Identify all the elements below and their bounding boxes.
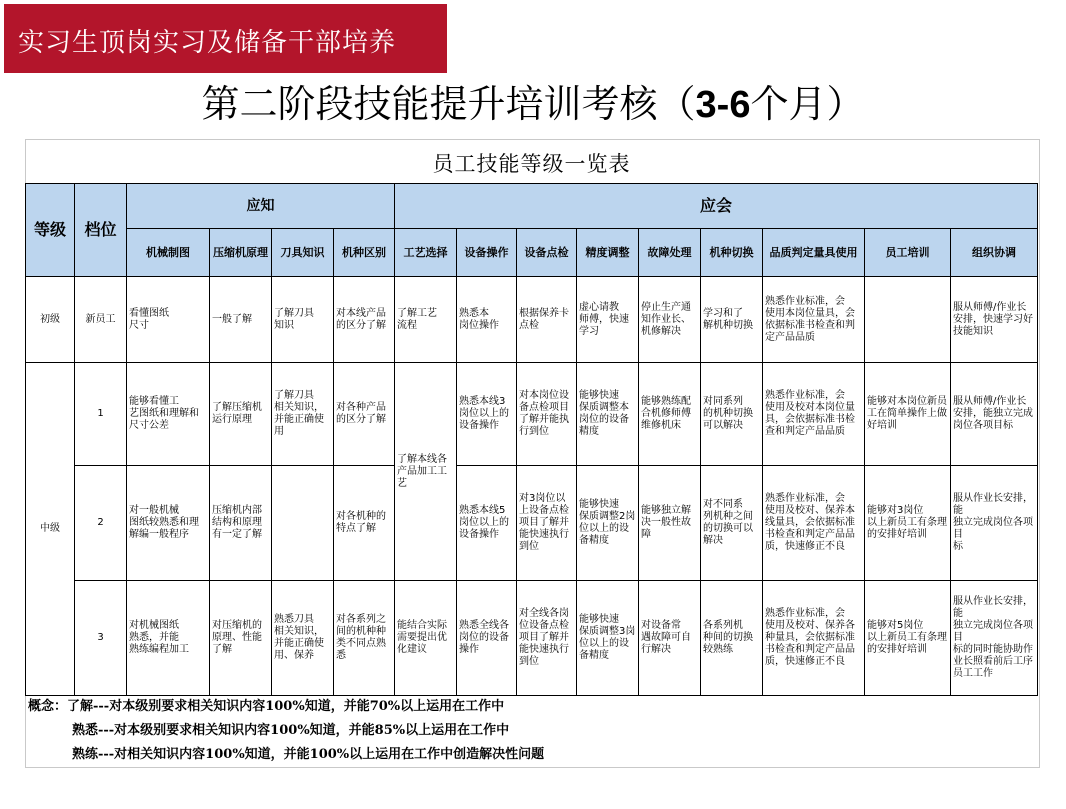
header-col-5 <box>457 229 517 277</box>
cell-r0-c7-text: 虚心请教 师傅，快速 学习 <box>579 301 629 337</box>
header-col-7 <box>577 229 639 277</box>
cell-r0-c9-text: 学习和了 解机种切换 <box>703 307 753 331</box>
cell-r2-c10 <box>763 466 865 581</box>
header-col-0 <box>127 229 210 277</box>
header-col-6-text: 设备点检 <box>524 245 569 259</box>
cell-r3-c12-text: 服从作业长安排， 能 独立完成岗位各项 目 标的同时能协助作 业长照看前后工序 员工工作 <box>953 596 1033 679</box>
concept-line-proficient: 熟练---对相关知识内容100%知道，并能100%以上运用在工作中创造解决性问题 <box>72 747 545 762</box>
header-col-1 <box>210 229 272 277</box>
cell-r3-c2 <box>272 581 334 696</box>
cell-r2-c9 <box>701 466 763 581</box>
cell-r3-c11-text: 能够对5岗位 以上新员工有条理 的安排好培训 <box>867 620 947 655</box>
cell-r2-c1 <box>210 466 272 581</box>
cell-r0-c1 <box>210 277 272 363</box>
cell-r1-c7-text: 能够快速 保质调整本 岗位的设备 精度 <box>579 390 629 437</box>
cell-r3-c1-text: 对压缩机的 原理、性能 了解 <box>212 620 262 655</box>
cell-r0-c0 <box>127 277 210 363</box>
level-1-text: 1 <box>97 408 104 419</box>
cell-r1-c3 <box>334 363 395 466</box>
concept-line-familiar: 熟悉---对本级别要求相关知识内容100%知道，并能85%以上运用在工作中 <box>72 723 510 738</box>
cell-r1-c0 <box>127 363 210 466</box>
concept-label: 概念： <box>28 699 68 714</box>
cell-r2-c3-text: 对各机种的 特点了解 <box>336 511 386 534</box>
cell-r0-c9 <box>701 277 763 363</box>
cell-r2-c12 <box>951 466 1038 581</box>
cell-r0-c12 <box>951 277 1038 363</box>
table-title: 员工技能等级一览表 <box>432 152 631 176</box>
cell-r3-c0 <box>127 581 210 696</box>
cell-r3-c10-text: 熟悉作业标准，会 使用及校对、保养各 种量具，会依据标准 书检查和判定产品品 质，快速修正不良 <box>765 608 855 667</box>
cell-r3-c9-text: 各系列机 种间的切换 较熟练 <box>703 620 753 655</box>
cell-r3-c7-text: 能够快速 保质调整3岗 位以上的设 备精度 <box>579 614 636 661</box>
concept-line-understand: 了解---对本级别要求相关知识内容100%知道，并能70%以上运用在工作中 <box>67 699 505 714</box>
level-0-text: 新员工 <box>85 313 116 325</box>
cell-r1-c11 <box>865 363 951 466</box>
cell-r3-c5-text: 熟悉全线各 岗位的设备 操作 <box>459 620 509 655</box>
cell-r2-c7-text: 能够快速 保质调整2岗 位以上的设 备精度 <box>579 499 636 546</box>
level-1 <box>75 363 127 466</box>
concept-note-3 <box>72 745 544 765</box>
cell-r0-c3-text: 对本线产品 的区分了解 <box>336 307 386 331</box>
header-col-7-text: 精度调整 <box>585 245 630 259</box>
cell-r1-c12-text: 服从师傅/作业长 安排，能独立完成 岗位各项目标 <box>953 396 1033 431</box>
level-3 <box>75 581 127 696</box>
header-col-4-text: 工艺选择 <box>403 245 448 259</box>
cell-r0-c7 <box>577 277 639 363</box>
header-col-8-text: 故障处理 <box>647 245 692 259</box>
header-col-11 <box>865 229 951 277</box>
header-col-5-text: 设备操作 <box>464 245 509 259</box>
cell-r1-c7 <box>577 363 639 466</box>
cell-r0-c0-text: 看懂图纸 尺寸 <box>129 307 169 331</box>
cell-r3-c12 <box>951 581 1038 696</box>
cell-r1-c5-text: 熟悉本线3 岗位以上的 设备操作 <box>459 396 509 431</box>
cell-r2-c2 <box>272 466 334 581</box>
header-should-know-text: 应知 <box>246 198 275 214</box>
grade-junior-text: 初级 <box>40 313 60 325</box>
cell-r2-c6 <box>517 466 577 581</box>
header-col-0-text: 机械制图 <box>146 245 190 259</box>
cell-r3-c0-text: 对机械图纸 熟悉，并能 熟练编程加工 <box>129 620 189 655</box>
cell-r0-c5-text: 熟悉本 岗位操作 <box>459 307 499 331</box>
cell-r3-c6 <box>517 581 577 696</box>
title-range: 3-6 <box>695 84 751 126</box>
cell-r2-c8-text: 能够独立解 决一般性故 障 <box>641 505 691 540</box>
cell-r1-c9-text: 对同系列 的机种切换 可以解决 <box>703 396 753 431</box>
cell-r3-c4 <box>395 581 457 696</box>
grade-middle <box>25 363 75 696</box>
cell-r3-c2-text: 熟悉刀具 相关知识， 并能正确使 用、保养 <box>274 614 324 661</box>
cell-r3-c10 <box>763 581 865 696</box>
cell-r1-c11-text: 能够对本岗位新员 工在简单操作上做 好培训 <box>867 396 947 431</box>
craft-merged-cell <box>395 363 457 581</box>
header-col-12-text: 组织协调 <box>972 245 1016 259</box>
header-col-4 <box>395 229 457 277</box>
cell-r0-c12-text: 服从师傅/作业长 安排，快速学习好 技能知识 <box>953 301 1033 337</box>
cell-r0-c11 <box>865 277 951 363</box>
cell-r1-c0-text: 能够看懂工 艺图纸和理解和 尺寸公差 <box>129 396 199 431</box>
cell-r3-c3-text: 对各系列之 间的机种种 类不同点熟 悉 <box>336 614 386 661</box>
cell-r3-c7 <box>577 581 639 696</box>
cell-r3-c8-text: 对设备常 遇故障可自 行解决 <box>641 620 691 655</box>
cell-r2-c8 <box>639 466 701 581</box>
cell-r3-c9 <box>701 581 763 696</box>
cell-r0-c10 <box>763 277 865 363</box>
cell-r2-c0 <box>127 466 210 581</box>
cell-r3-c4-text: 能结合实际 需要提出优 化建议 <box>397 620 447 655</box>
cell-r1-c10-text: 熟悉作业标准，会 使用及校对本岗位量 具，会依据标准书检 查和判定产品品质 <box>765 390 855 437</box>
cell-r1-c8-text: 能够熟练配 合机修师傅 维修机床 <box>641 396 691 431</box>
header-col-3 <box>334 229 395 277</box>
cell-r1-c5 <box>457 363 517 466</box>
cell-r3-c6-text: 对全线各岗 位设备点检 项目了解并 能快速执行 到位 <box>519 608 569 667</box>
cell-r1-c6-text: 对本岗位设 备点检项目 了解并能执 行到位 <box>519 390 569 437</box>
header-col-2 <box>272 229 334 277</box>
cell-r0-c4 <box>395 277 457 363</box>
cell-r2-c5 <box>457 466 517 581</box>
header-col-11-text: 员工培训 <box>885 245 930 259</box>
header-col-2-text: 刀具知识 <box>280 245 325 259</box>
cell-r2-c5-text: 熟悉本线5 岗位以上的 设备操作 <box>459 505 509 540</box>
header-col-3-text: 机种区别 <box>342 245 386 259</box>
cell-r1-c12 <box>951 363 1038 466</box>
cell-r2-c0-text: 对一般机械 图纸较熟悉和理 解编一般程序 <box>129 505 199 540</box>
cell-r2-c11 <box>865 466 951 581</box>
cell-r0-c3 <box>334 277 395 363</box>
title-suffix: 个月） <box>750 82 865 126</box>
header-col-6 <box>517 229 577 277</box>
page-title <box>0 80 1066 129</box>
cell-r0-c10-text: 熟悉作业标准，会 使用本岗位量具，会 依据标准书检查和判 定产品品质 <box>765 295 855 343</box>
cell-r2-c6-text: 对3岗位以 上设备点检 项目了解并 能快速执行 到位 <box>519 493 569 552</box>
level-2 <box>75 466 127 581</box>
header-should-do-text: 应会 <box>699 196 732 215</box>
cell-r1-c8 <box>639 363 701 466</box>
cell-r0-c4-text: 了解工艺 流程 <box>397 307 437 331</box>
cell-r0-c2 <box>272 277 334 363</box>
cell-r1-c2-text: 了解刀具 相关知识， 并能正确使 用 <box>274 390 324 437</box>
grade-middle-text: 中级 <box>40 523 60 534</box>
header-should-know <box>127 183 395 229</box>
cell-r1-c10 <box>763 363 865 466</box>
level-3-text: 3 <box>97 632 104 643</box>
header-should-do <box>395 183 1038 229</box>
cell-r0-c5 <box>457 277 517 363</box>
cell-r0-c6-text: 根据保养卡 点检 <box>519 307 569 331</box>
cell-r0-c8-text: 停止生产通 知作业长、 机修解决 <box>641 301 691 337</box>
cell-r2-c3 <box>334 466 395 581</box>
header-col-1-text: 压缩机原理 <box>213 245 268 259</box>
header-grade-text: 等级 <box>33 220 66 239</box>
cell-r2-c9-text: 对不同系 列机种之间 的切换可以 解决 <box>703 499 753 546</box>
level-2-text: 2 <box>97 517 104 528</box>
title-prefix: 第二阶段技能提升培训考核（ <box>201 82 696 126</box>
cell-r3-c3 <box>334 581 395 696</box>
header-col-10 <box>763 229 865 277</box>
banner-text: 实习生顶岗实习及储备干部培养 <box>18 28 397 58</box>
cell-r1-c1-text: 了解压缩机 运行原理 <box>212 402 262 425</box>
level-0 <box>75 277 127 363</box>
cell-r1-c1 <box>210 363 272 466</box>
cell-r2-c10-text: 熟悉作业标准，会 使用及校对、保养本 线量具，会依据标准 书检查和判定产品品 质，快速修正不良 <box>765 493 855 552</box>
cell-r0-c2-text: 了解刀具 知识 <box>274 307 314 331</box>
cell-r3-c11 <box>865 581 951 696</box>
header-grade <box>25 183 75 277</box>
cell-r2-c1-text: 压缩机内部 结构和原理 有一定了解 <box>212 505 262 540</box>
cell-r0-c1-text: 一般了解 <box>212 313 252 325</box>
craft-merged-cell-text: 了解本线各 产品加工工 艺 <box>397 453 447 489</box>
cell-r2-c7 <box>577 466 639 581</box>
header-col-9-text: 机种切换 <box>709 245 754 259</box>
cell-r2-c11-text: 能够对3岗位 以上新员工有条理 的安排好培训 <box>867 505 947 540</box>
header-level <box>75 183 127 277</box>
concept-note-2 <box>72 721 509 741</box>
cell-r0-c6 <box>517 277 577 363</box>
cell-r1-c9 <box>701 363 763 466</box>
cell-r3-c8 <box>639 581 701 696</box>
concept-note-1 <box>28 697 504 717</box>
cell-r1-c6 <box>517 363 577 466</box>
cell-r1-c2 <box>272 363 334 466</box>
cell-r1-c3-text: 对各种产品 的区分了解 <box>336 402 386 425</box>
header-col-9 <box>701 229 763 277</box>
grade-junior <box>25 277 75 363</box>
header-col-10-text: 品质判定量具使用 <box>769 245 858 259</box>
header-col-12 <box>951 229 1038 277</box>
cell-r3-c1 <box>210 581 272 696</box>
header-level-text: 档位 <box>84 220 117 239</box>
cell-r2-c12-text: 服从作业长安排， 能 独立完成岗位各项 目 标 <box>953 493 1033 552</box>
cell-r0-c8 <box>639 277 701 363</box>
cell-r3-c5 <box>457 581 517 696</box>
header-col-8 <box>639 229 701 277</box>
section-banner <box>4 4 447 73</box>
